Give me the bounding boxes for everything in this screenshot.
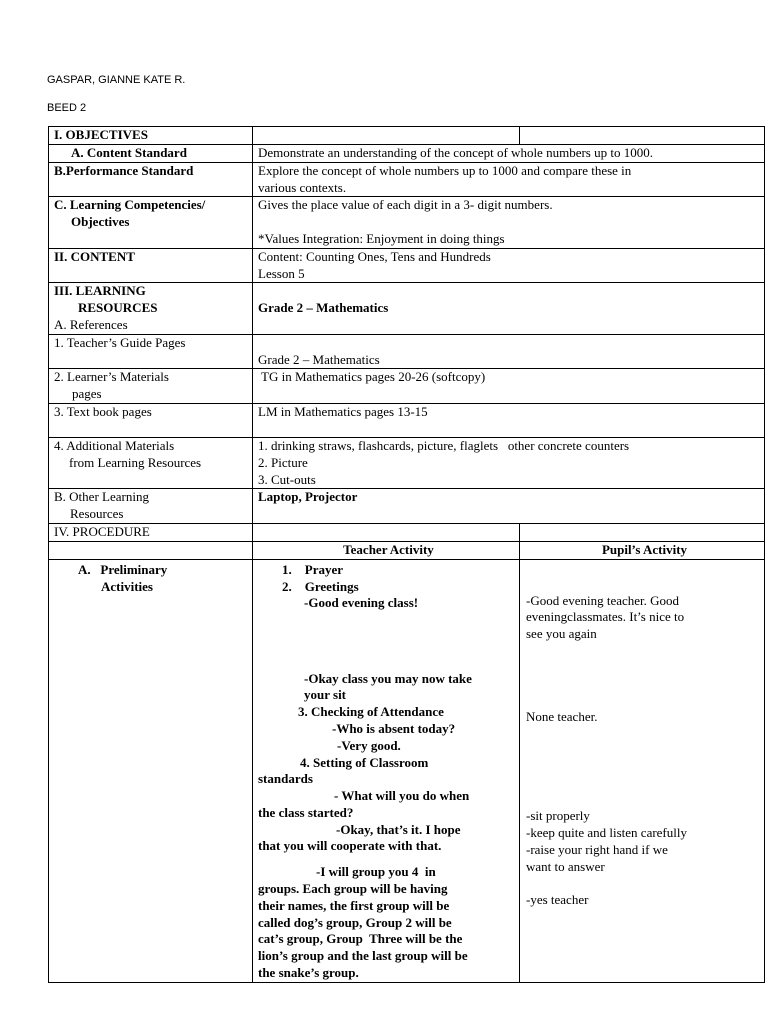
table-row (49, 523, 765, 541)
table-row (49, 541, 765, 559)
teachers-guide-value: Grade 2 – Mathematics (253, 334, 765, 369)
empty-cell (520, 523, 765, 541)
teachers-guide-label: 1. Teacher’s Guide Pages (49, 334, 253, 369)
other-resources-value: Laptop, Projector (253, 489, 765, 524)
teacher-activity-content: 1. Prayer 2. Greetings -Good evening class! -Okay class you may now take your sit 3. Checking of Attendance -Who is absent today? -Very good. 4. Setting of Classroom standards - What will you do when the class started? -Okay, that’s it. I hope that you will cooperate with that. -I will group you 4 in groups. Each group will be having their names, the first group will be called dog’s group, Group 2 will be cat’s group, Group Three will be the lion’s group and the last group will be the snake’s group. (253, 559, 520, 982)
table-row (49, 197, 765, 248)
course-label: BEED 2 (47, 102, 87, 114)
additional-materials-value: 1. drinking straws, flashcards, picture, flaglets other concrete counters 2. Picture 3. Cut-outs (253, 437, 765, 488)
table-row (49, 334, 765, 369)
performance-standard-label: B.Performance Standard (49, 162, 253, 197)
procedure-label: IV. PROCEDURE (49, 523, 253, 541)
empty-cell (253, 127, 520, 145)
table-row (49, 559, 765, 982)
content-standard-label: A. Content Standard (49, 145, 253, 163)
table-row (49, 403, 765, 437)
empty-cell (520, 127, 765, 145)
table-row (49, 162, 765, 197)
preliminary-activities-label: A. Preliminary Activities (49, 559, 253, 982)
teacher-activity-header: Teacher Activity (253, 541, 520, 559)
learning-resources-value: Grade 2 – Mathematics (253, 283, 765, 334)
empty-cell (49, 541, 253, 559)
textbook-value: LM in Mathematics pages 13-15 (253, 403, 765, 437)
other-resources-label: B. Other Learning Resources (49, 489, 253, 524)
table-row (49, 283, 765, 334)
empty-cell (253, 523, 520, 541)
pupil-activity-content: -Good evening teacher. Good eveningclassmates. It’s nice to see you again None teacher. -sit properly -keep quite and listen carefully -raise your right hand if we want to answer -yes teacher (520, 559, 765, 982)
table-row (49, 437, 765, 488)
competencies-label: C. Learning Competencies/ Objectives (49, 197, 253, 248)
content-standard-value: Demonstrate an understanding of the concept of whole numbers up to 1000. (253, 145, 765, 163)
student-name: GASPAR, GIANNE KATE R. (47, 74, 186, 86)
learning-resources-label: III. LEARNING RESOURCES A. References (49, 283, 253, 334)
content-value: Content: Counting Ones, Tens and Hundreds Lesson 5 (253, 248, 765, 283)
table-row (49, 489, 765, 524)
table-row (49, 369, 765, 404)
additional-materials-label: 4. Additional Materials from Learning Resources (49, 437, 253, 488)
pupil-activity-header: Pupil’s Activity (520, 541, 765, 559)
textbook-label: 3. Text book pages (49, 403, 253, 437)
lesson-plan-table (48, 126, 765, 983)
competencies-value: Gives the place value of each digit in a 3- digit numbers. *Values Integration: Enjoyment in doing things (253, 197, 765, 248)
table-row (49, 248, 765, 283)
learners-materials-label: 2. Learner’s Materials pages (49, 369, 253, 404)
learners-materials-value: TG in Mathematics pages 20-26 (softcopy) (253, 369, 765, 404)
objectives-title: I. OBJECTIVES (49, 127, 253, 145)
content-label: II. CONTENT (49, 248, 253, 283)
table-row (49, 145, 765, 163)
table-row (49, 127, 765, 145)
performance-standard-value: Explore the concept of whole numbers up to 1000 and compare these in various contexts. (253, 162, 765, 197)
